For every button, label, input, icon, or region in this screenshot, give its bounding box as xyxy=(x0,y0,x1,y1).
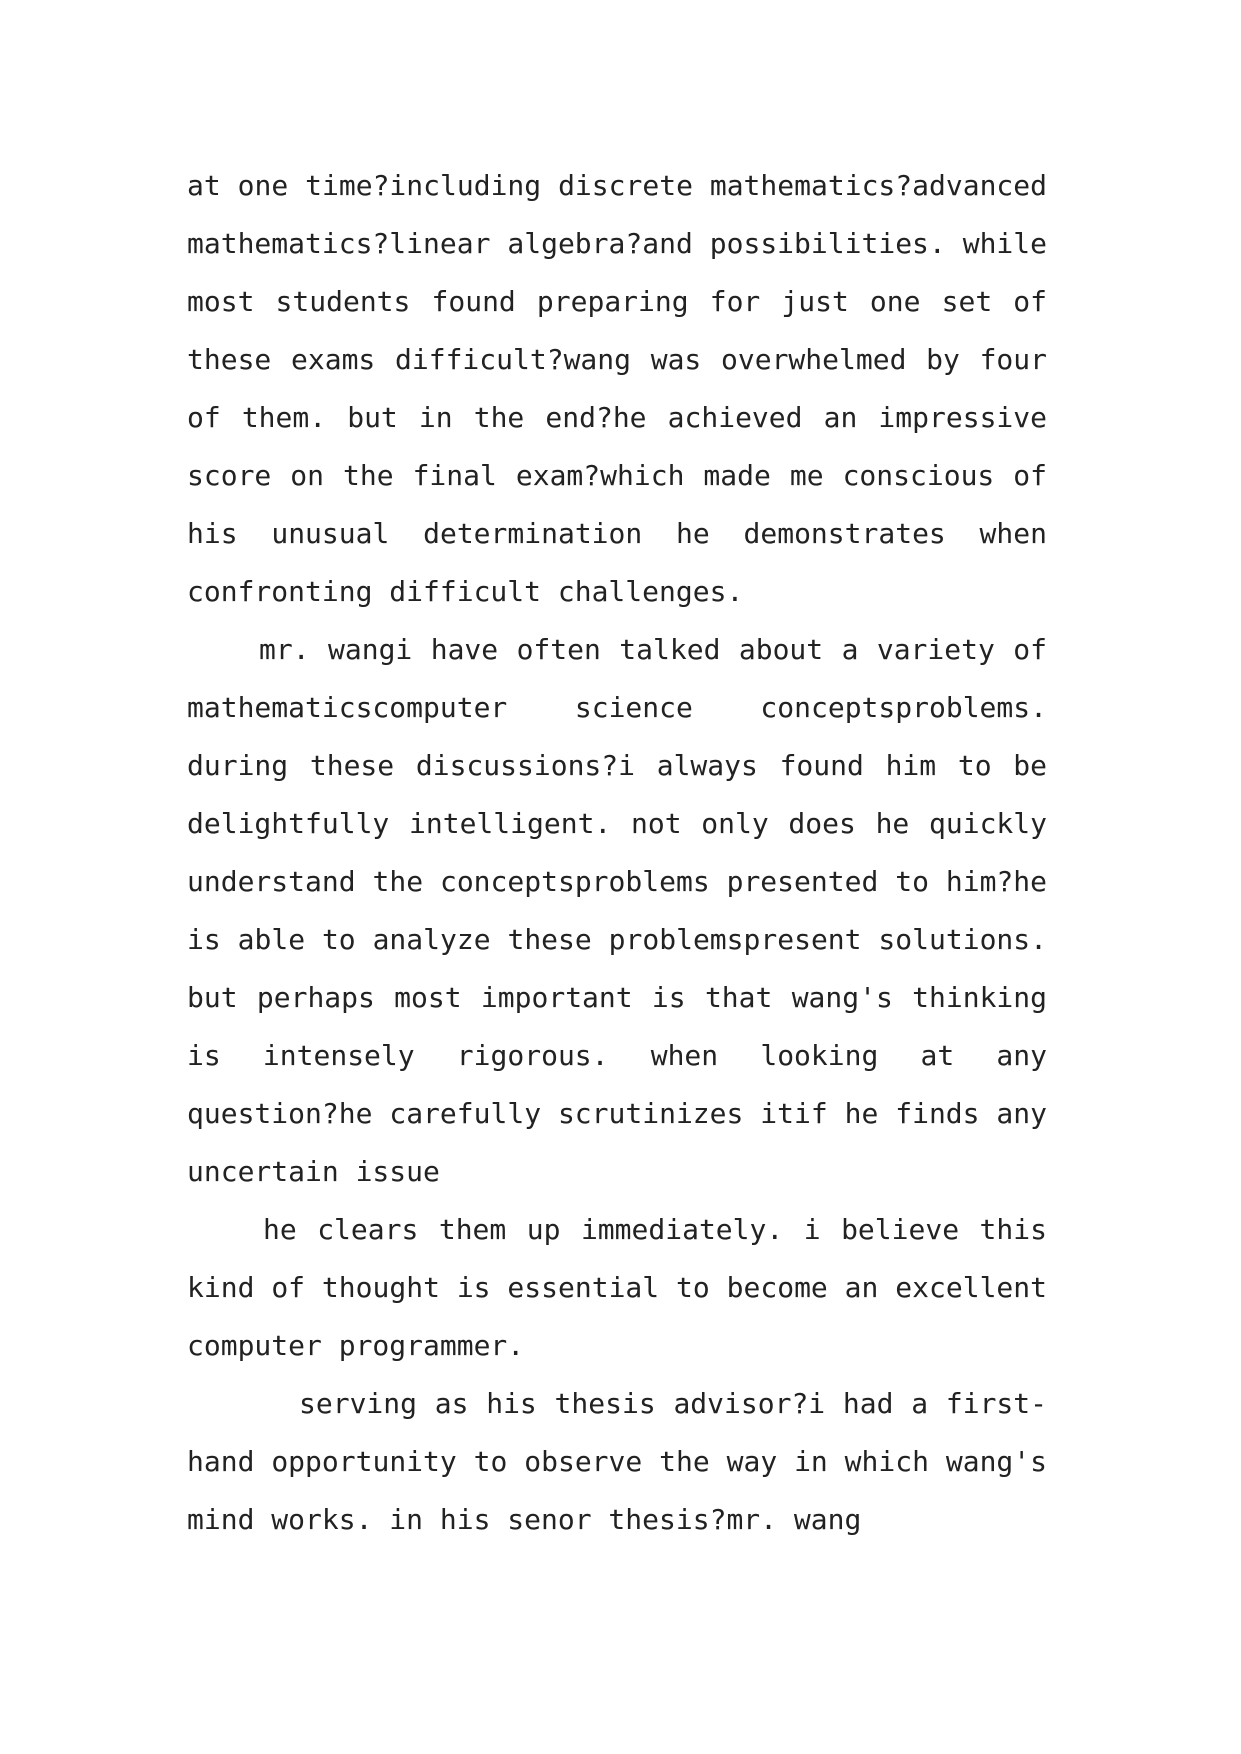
document-body xyxy=(187,157,1047,1549)
paragraph-3: he clears them up immediately. i believe this kind of thought is essential to become an excellent computer programmer. xyxy=(187,1213,1047,1362)
paragraph-2: mr. wangi have often talked about a variety of mathematicscomputer science conceptsproblems. during these discussions?i always found him to be delightfully intelligent. not only does he quickly understand the conceptsproblems presented to him?he is able to analyze these problemspresent solutions. but perhaps most important is that wang's thinking is intensely rigorous. when looking at any question?he carefully scrutinizes itif he finds any uncertain issue xyxy=(187,633,1047,1188)
paragraph-4: serving as his thesis advisor?i had a first-hand opportunity to observe the way in which wang's mind works. in his senor thesis?mr. wang xyxy=(187,1387,1047,1536)
paragraph-1: at one time?including discrete mathematics?advanced mathematics?linear algebra?and possibilities. while most students found preparing for just one set of these exams difficult?wang was overwhelmed by four of them. but in the end?he achieved an impressive score on the final exam?which made me conscious of his unusual determination he demonstrates when confronting difficult challenges. xyxy=(187,169,1047,608)
